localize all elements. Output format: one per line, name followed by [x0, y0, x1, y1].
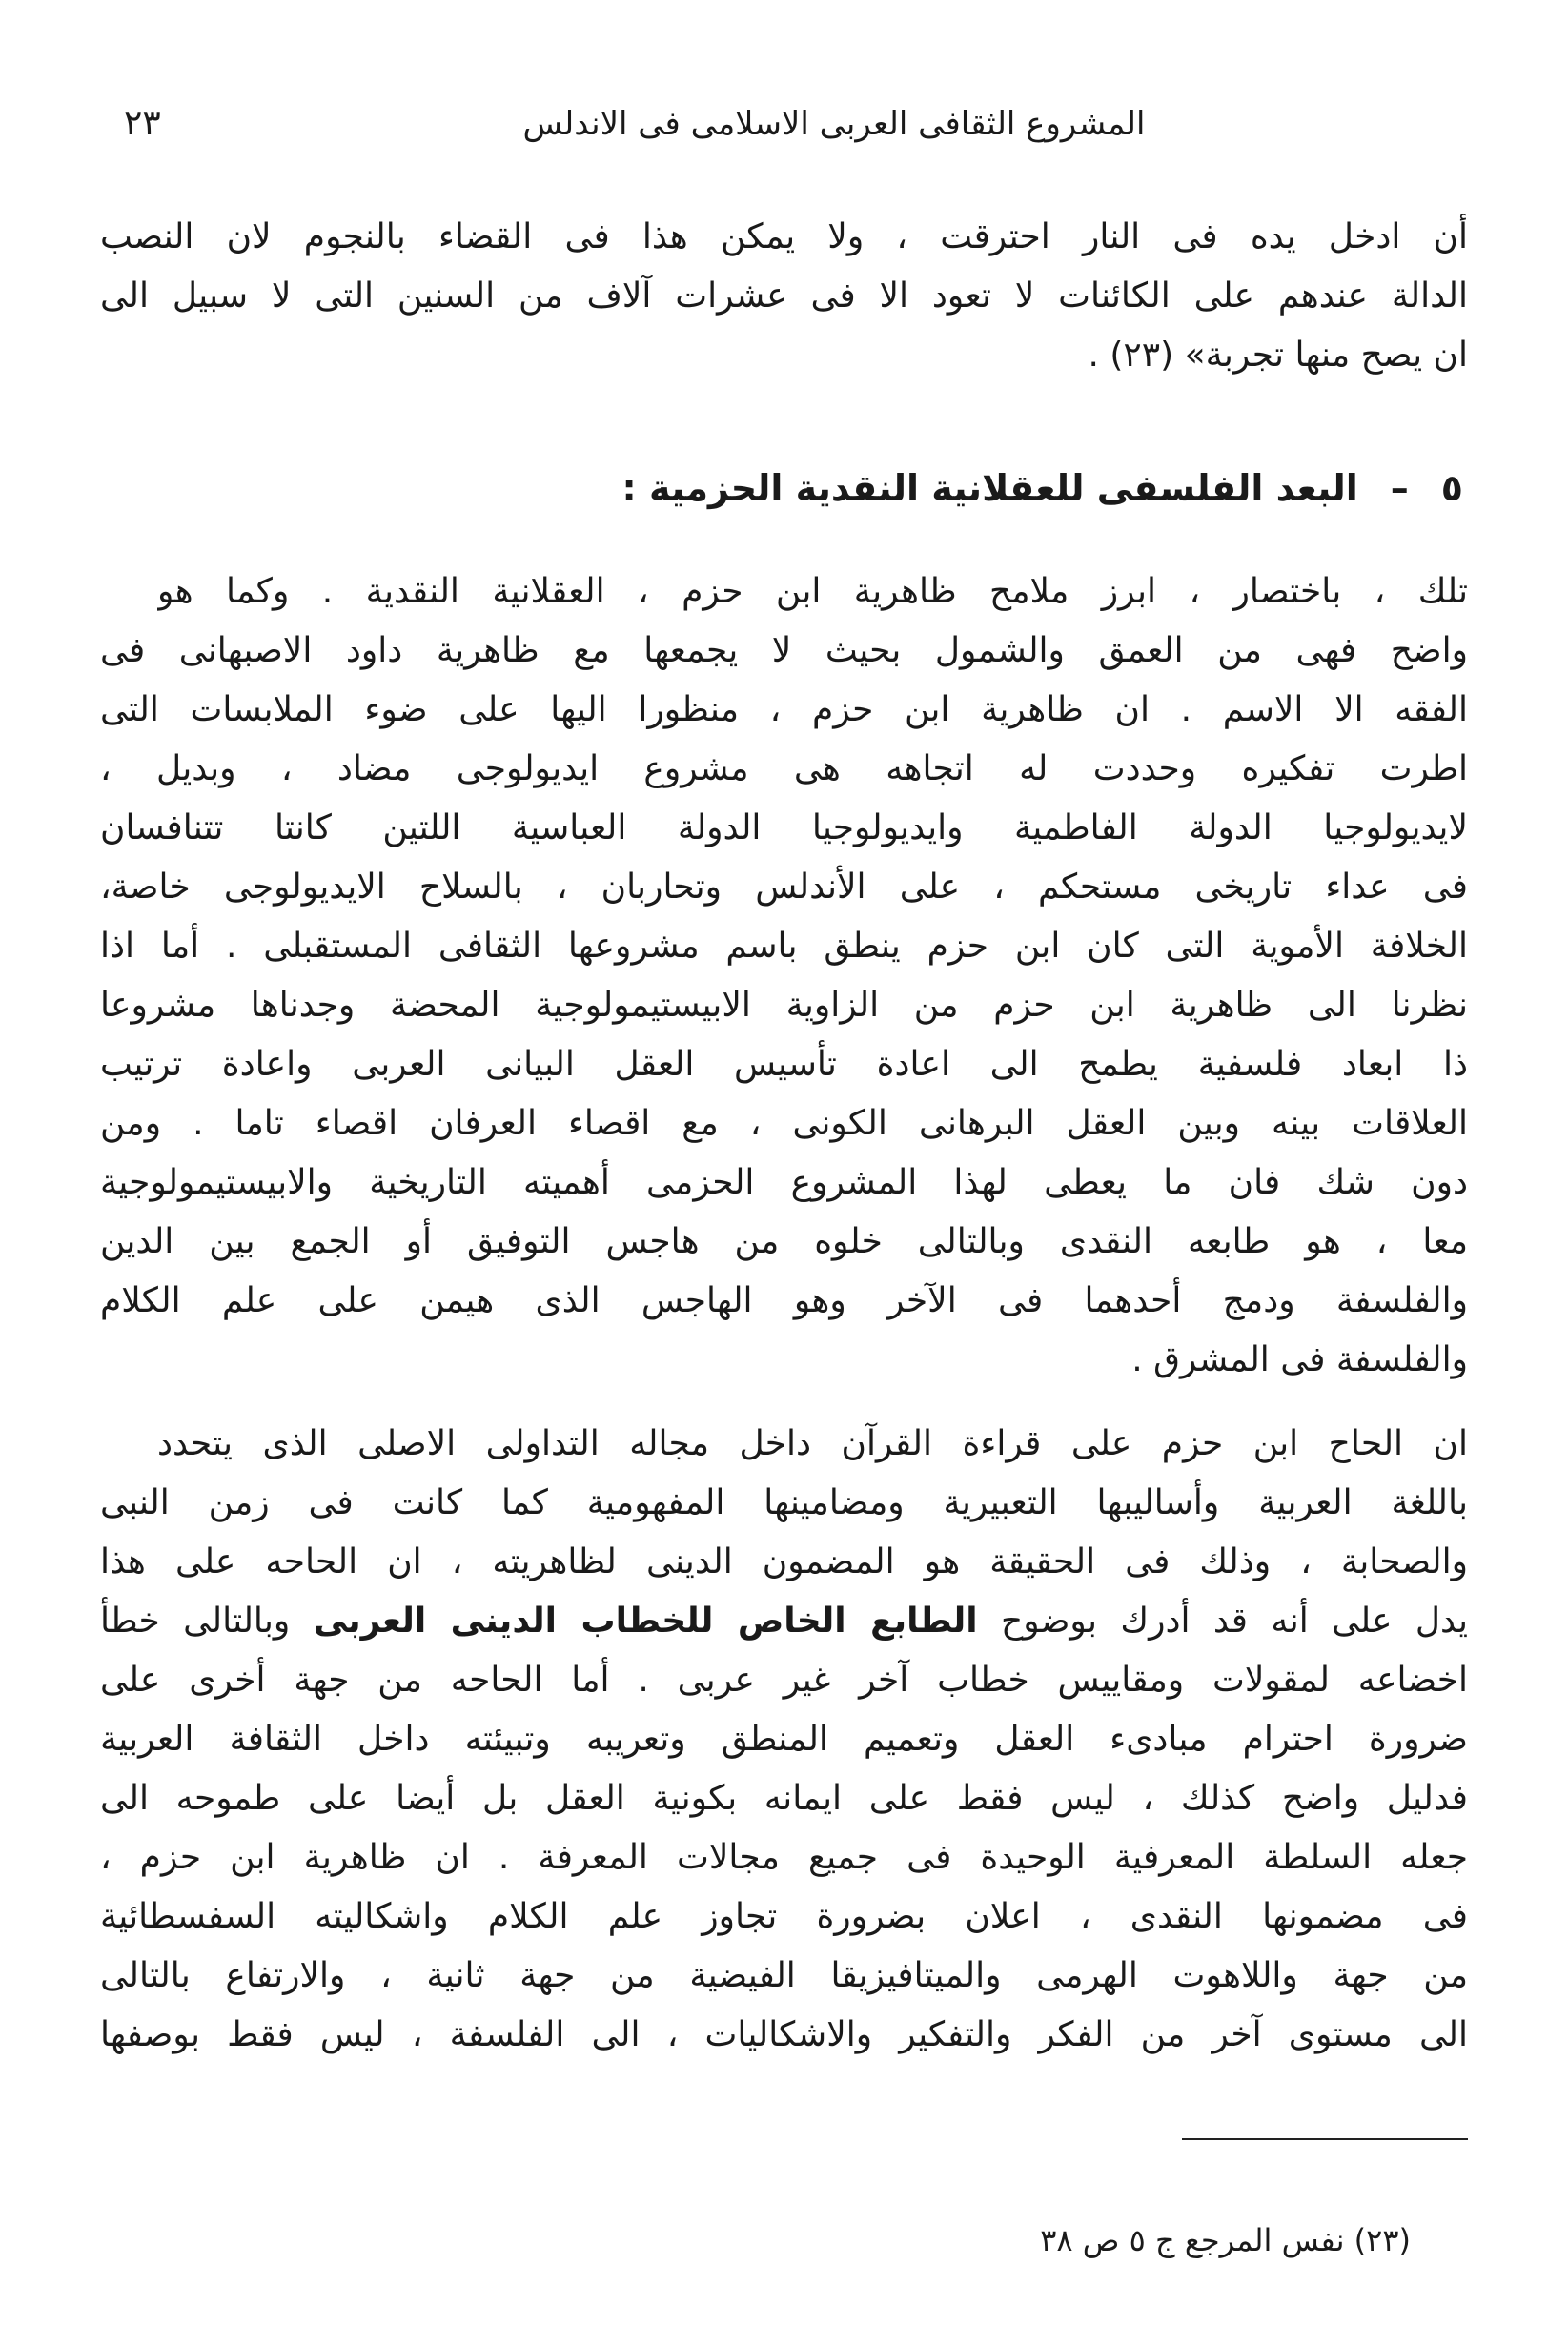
text-line: الى مستوى آخر من الفكر والتفكير والاشكاليات ، الى الفلسفة ، ليس فقط بوصفها	[100, 2015, 1468, 2054]
text-line: جعله السلطة المعرفية الوحيدة فى جميع مجالات المعرفة . ان ظاهرية ابن حزم ،	[100, 1838, 1468, 1877]
text-line: الفقه الا الاسم . ان ظاهرية ابن حزم ، منظورا اليها على ضوء الملابسات التى	[100, 690, 1468, 729]
text-line: فدليل واضح كذلك ، ليس فقط على ايمانه بكونية العقل بل أيضا على طموحه الى	[100, 1779, 1468, 1818]
text-line: باللغة العربية وأساليبها التعبيرية ومضامينها المفهومية كما كانت فى زمن النبى	[100, 1483, 1468, 1522]
text-line: معا ، هو طابعه النقدى وبالتالى خلوه من هاجس التوفيق أو الجمع بين الدين	[100, 1222, 1468, 1261]
text-line: ان يصح منها تجربة» (٢٣) .	[1088, 336, 1468, 375]
text-line: الدالة عندهم على الكائنات لا تعود الا فى عشرات آلاف من السنين التى لا سبيل الى	[100, 276, 1468, 316]
text-line: الخلافة الأموية التى كان ابن حزم ينطق باسم مشروعها الثقافى المستقبلى . أما اذا	[100, 927, 1468, 966]
text-line: اخضاعه لمقولات ومقاييس خطاب آخر غير عربى . أما الحاحه من جهة أخرى على	[100, 1661, 1468, 1700]
running-title: المشروع الثقافى العربى الاسلامى فى الاندلس	[522, 105, 1146, 143]
running-header	[124, 95, 1396, 153]
text-line: العلاقات بينه وبين العقل البرهانى الكونى ، مع اقصاء العرفان اقصاء تاما . ومن	[100, 1104, 1468, 1143]
text-line: من جهة واللاهوت الهرمى والميتافيزيقا الفيضية من جهة ثانية ، والارتفاع بالتالى	[100, 1956, 1468, 1995]
page-number: ٢٣	[124, 104, 161, 143]
text-line: نظرنا الى ظاهرية ابن حزم من الزاوية الابيستيمولوجية المحضة وجدناها مشروعا	[100, 986, 1468, 1025]
section-dash: –	[1390, 467, 1409, 509]
text-line: ضرورة احترام مبادىء العقل وتعميم المنطق وتعريبه وتبيئته داخل الثقافة العربية	[100, 1720, 1468, 1759]
text-segment: يدل على أنه قد أدرك بوضوح	[1001, 1602, 1468, 1641]
text-line: فى مضمونها النقدى ، اعلان بضرورة تجاوز علم الكلام واشكاليته السفسطائية	[100, 1897, 1468, 1936]
section-number: ٥	[1440, 467, 1463, 509]
section-title: البعد الفلسفى للعقلانية النقدية الحزمية :	[621, 467, 1358, 509]
section-heading	[622, 458, 1463, 519]
text-line: تلك ، باختصار ، ابرز ملامح ظاهرية ابن حزم ، العقلانية النقدية . وكما هو	[157, 572, 1468, 611]
text-line: والفلسفة ودمج أحدهما فى الآخر وهو الهاجس الذى هيمن على علم الكلام	[100, 1281, 1468, 1320]
text-line: فى عداء تاريخى مستحكم ، على الأندلس وتحاربان ، بالسلاح الايديولوجى خاصة،	[100, 867, 1468, 907]
text-line-with-emphasis	[100, 1592, 1468, 1651]
text-line: والصحابة ، وذلك فى الحقيقة هو المضمون الدينى لظاهريته ، ان الحاحه على هذا	[100, 1542, 1468, 1581]
text-line: واضح فهى من العمق والشمول بحيث لا يجمعها مع ظاهرية داود الاصبهانى فى	[100, 631, 1468, 670]
text-line: اطرت تفكيره وحددت له اتجاهه هى مشروع ايديولوجى مضاد ، وبديل ،	[100, 749, 1468, 788]
footnote: (٢٣) نفس المرجع ج ٥ ص ٣٨	[1040, 2222, 1411, 2258]
text-segment: وبالتالى خطأ	[100, 1602, 291, 1641]
text-line: ذا ابعاد فلسفية يطمح الى اعادة تأسيس العقل البيانى العربى واعادة ترتيب	[100, 1045, 1468, 1084]
footnote-divider	[1182, 2138, 1468, 2140]
text-line: دون شك فان ما يعطى لهذا المشروع الحزمى أهميته التاريخية والابيستيمولوجية	[100, 1163, 1468, 1202]
text-line: لايديولوجيا الدولة الفاطمية وايديولوجيا الدولة العباسية اللتين كانتا تتنافسان	[100, 808, 1468, 847]
text-line: ان الحاح ابن حزم على قراءة القرآن داخل مجاله التداولى الاصلى الذى يتحدد	[157, 1424, 1468, 1463]
text-line: والفلسفة فى المشرق .	[1131, 1340, 1468, 1379]
text-line: أن ادخل يده فى النار احترقت ، ولا يمكن هذا فى القضاء بالنجوم لان النصب	[100, 217, 1468, 256]
emphasized-phrase: الطابع الخاص للخطاب الدينى العربى	[313, 1602, 978, 1641]
